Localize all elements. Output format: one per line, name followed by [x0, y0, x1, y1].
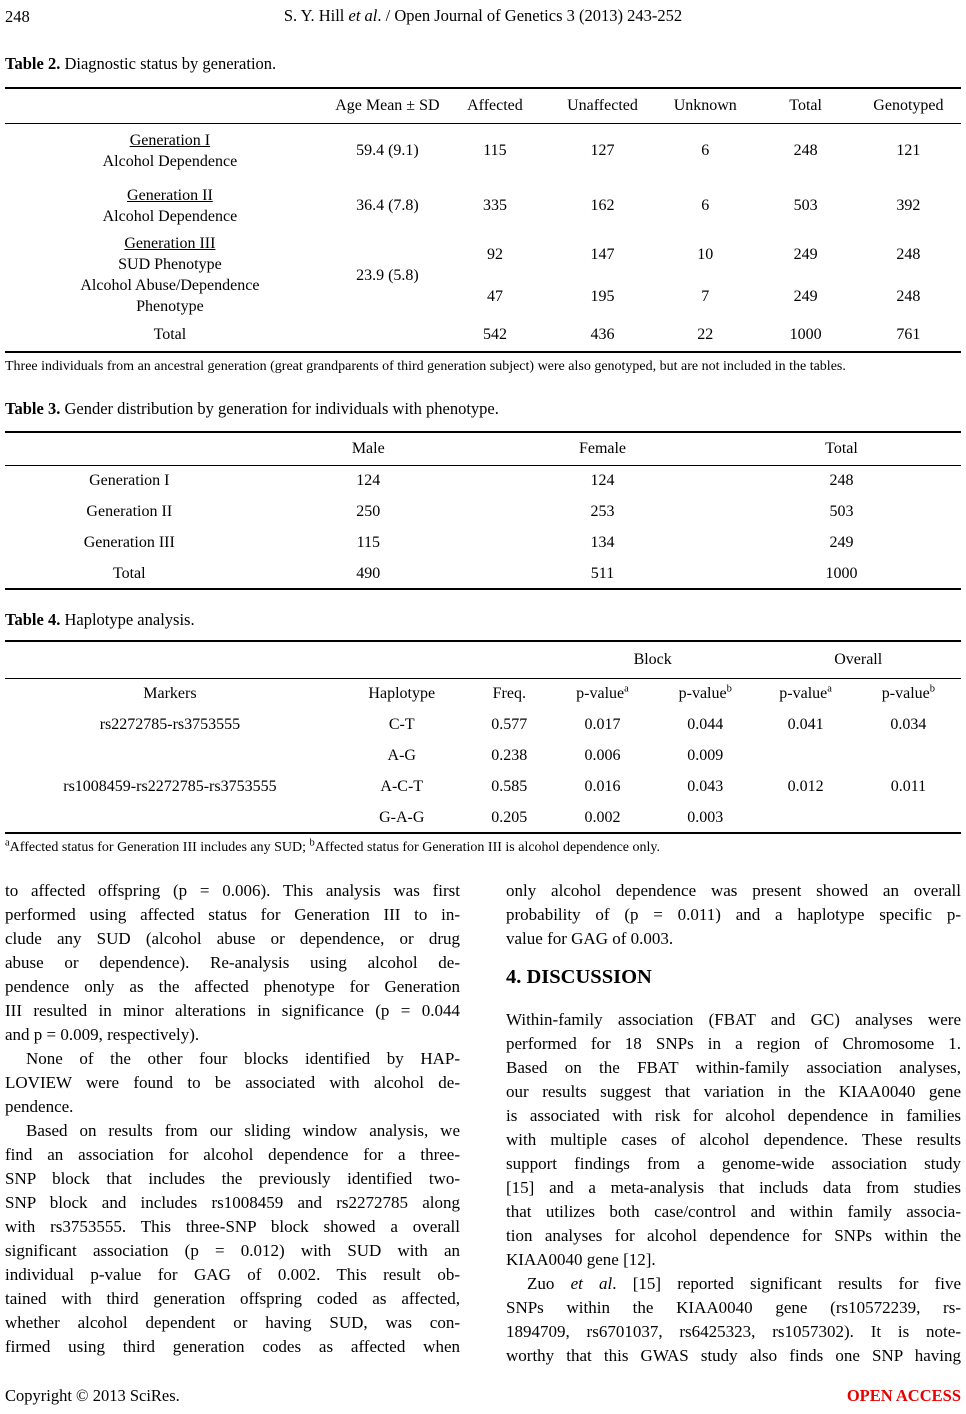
text-line: None of the other four blocks identified by HAP-: [26, 1049, 460, 1068]
table4: [5, 640, 961, 834]
group-header: [335, 641, 469, 678]
running-title-suffix: . / Open Journal of Genetics 3 (2013) 243-252: [377, 6, 683, 25]
text-line: individual p-value for GAG of 0.002. This result ob-: [5, 1265, 460, 1284]
table-cell: 503: [829, 503, 854, 520]
table-cell: 0.205: [491, 808, 528, 826]
column-header: Total: [825, 440, 858, 458]
table-cell: 115: [483, 142, 507, 160]
text-line: support findings from a genome-wide association study: [506, 1154, 961, 1173]
open-access-label: OPEN ACCESS: [846, 1386, 961, 1405]
table-cell: 124: [356, 472, 381, 490]
text-line: Based on the FBAT within-family association analyses,: [506, 1058, 961, 1077]
page-header: [5, 6, 961, 28]
table-cell: 1000: [825, 564, 858, 582]
column-header: Unknown: [673, 97, 737, 115]
table4-caption-label: Table 4.: [5, 610, 61, 629]
phenotype-label: Alcohol Abuse/Dependence: [80, 277, 260, 294]
row-label: [5, 233, 335, 317]
table-cell: 124: [590, 472, 615, 490]
column-header: Freq.: [492, 685, 526, 703]
running-title-etal: et al: [348, 6, 378, 25]
table-cell: [335, 317, 440, 352]
table-row: [5, 178, 961, 233]
text-line: to affected offspring (p = 0.006). This analysis was first: [5, 881, 460, 900]
table-cell: 23.9 (5.8): [356, 266, 419, 284]
text-line: value for GAG of 0.003.: [506, 929, 674, 948]
table-cell: 0.577: [491, 716, 528, 733]
table-cell: C-T: [388, 716, 415, 733]
table3-caption: [5, 399, 961, 419]
table-cell: G-A-G: [379, 808, 425, 826]
group-header: [5, 641, 335, 678]
table-cell: 253: [590, 503, 615, 520]
superscript-a: a: [5, 837, 10, 849]
body-text: [5, 879, 961, 1368]
text-line: with rs3753555. This three-SNP block showed a overall: [5, 1217, 460, 1236]
running-title-text: S. Y. Hill: [283, 6, 349, 25]
footnote-b-text: Affected status for Generation III is alcohol dependence only.: [314, 840, 660, 855]
table-cell: 92: [486, 245, 503, 263]
table-cell: A-C-T: [380, 778, 424, 795]
table-cell: 47: [486, 287, 503, 305]
text-line: our results suggest that variation in the KIAA0040 gene: [506, 1082, 961, 1101]
table-cell: 249: [793, 287, 818, 305]
row-label: [5, 740, 335, 771]
column-header: p-value$^a$: [779, 683, 832, 703]
column-header: Male: [351, 440, 385, 458]
column-header: p-value$^b$: [678, 683, 732, 703]
text-line: pendence.: [5, 1097, 74, 1116]
text-line: KIAA0040 gene [12].: [506, 1250, 656, 1269]
paragraph: [506, 879, 961, 951]
table2: [5, 87, 961, 353]
text-line: that utilizes both case/control and within family associa-: [506, 1202, 961, 1221]
generation-label: Generation I: [129, 131, 211, 149]
column-header: [5, 432, 254, 465]
table2-header-row: [5, 88, 961, 123]
column-header: Total: [789, 97, 822, 115]
table-cell: 0.012: [787, 778, 824, 795]
text-line: whether alcohol dependent or having SUD, was con-: [5, 1313, 460, 1332]
row-label: [5, 123, 335, 178]
phenotype-label: SUD Phenotype: [118, 256, 222, 273]
row-label: [5, 178, 335, 233]
table-cell: 503: [793, 197, 818, 214]
etal-italic: et al: [570, 1274, 613, 1293]
citation-text: Zuo: [527, 1274, 571, 1293]
table-cell: 36.4 (7.8): [356, 197, 419, 214]
table2-caption-text: Diagnostic status by generation.: [60, 54, 277, 73]
table2-caption-label: Table 2.: [5, 54, 61, 73]
text-line: performed for 18 SNPs in a region of Chromosome 1.: [506, 1034, 961, 1053]
table-cell: 127: [590, 142, 615, 160]
body-left-column: [5, 879, 460, 1368]
table-row: [5, 233, 961, 275]
table-row: [5, 527, 961, 558]
text-line: [506, 1272, 961, 1296]
table-cell: 0.009: [687, 747, 724, 764]
table-row: [5, 317, 961, 352]
column-header: Affected: [467, 97, 523, 115]
table-cell: 392: [896, 197, 921, 214]
phenotype-label: Alcohol Dependence: [102, 152, 238, 170]
row-label: Generation II: [86, 503, 173, 520]
row-label: Total: [153, 325, 187, 343]
body-right-column: [506, 879, 961, 1368]
table-cell: 249: [793, 245, 818, 263]
table-cell: 0.585: [491, 778, 528, 795]
table-row: [5, 771, 961, 802]
column-header: Genotyped: [873, 97, 944, 115]
text-line: and p = 0.009, respectively).: [5, 1025, 200, 1044]
table3-caption-label: Table 3.: [5, 399, 61, 418]
superscript-b: b: [929, 683, 936, 695]
table-cell: [755, 802, 855, 833]
text-line: pendence only as the affected phenotype for Generation: [5, 977, 460, 996]
phenotype-label: Alcohol Dependence: [102, 207, 238, 225]
table-cell: 249: [829, 534, 854, 551]
text-line: 1894709, rs6701037, rs6425323, rs1057302). It is note-: [506, 1322, 961, 1341]
table-cell: A-G: [387, 747, 416, 764]
footnote-a-text: Affected status for Generation III includes any SUD;: [9, 840, 310, 855]
table-cell: 162: [590, 197, 615, 214]
paragraph: [506, 1008, 961, 1272]
row-label: [5, 802, 335, 833]
table-cell: 6: [701, 197, 710, 214]
table-cell: 761: [896, 325, 921, 343]
column-header: Age Mean ± SD: [335, 97, 440, 115]
paragraph: [506, 1272, 961, 1368]
generation-label: Generation III: [124, 235, 216, 252]
copyright-text: Copyright © 2013 SciRes.: [5, 1386, 180, 1405]
table-cell: 0.043: [687, 778, 724, 795]
column-header: Markers: [143, 685, 197, 703]
page-footer: [5, 1386, 961, 1406]
table-row: [5, 558, 961, 589]
superscript-b: b: [726, 683, 732, 695]
text-line: tained with third generation offspring coded as affected,: [5, 1289, 460, 1308]
column-header: Female: [578, 440, 627, 458]
table-cell: 0.034: [890, 716, 927, 733]
table-row: [5, 740, 961, 771]
table4-caption: [5, 610, 961, 630]
table-cell: 22: [697, 325, 714, 343]
table-cell: 490: [356, 564, 381, 582]
table-cell: 0.002: [584, 808, 621, 826]
phenotype-label: Phenotype: [136, 298, 204, 315]
text-line: worthy that this GWAS study also finds one SNP having: [506, 1346, 961, 1365]
table-cell: [755, 740, 855, 771]
superscript-a: a: [624, 683, 629, 695]
column-header: Unaffected: [567, 97, 638, 115]
row-label: Total: [112, 564, 146, 582]
table-cell: 0.044: [687, 716, 724, 733]
table-cell: 0.041: [787, 716, 824, 733]
column-header: [5, 88, 335, 123]
column-header: p-value$^a$: [576, 683, 629, 703]
table-cell: 134: [590, 534, 615, 551]
table-cell: 0.011: [890, 778, 927, 795]
text-line: significant association (p = 0.012) with SUD with an: [5, 1241, 460, 1260]
text-line: clude any SUD (alcohol abuse or dependence, or drug: [5, 929, 460, 948]
row-label: rs2272785-rs3753555: [99, 716, 241, 733]
table-cell: 7: [701, 287, 710, 305]
table-cell: 335: [482, 197, 507, 214]
table-cell: 250: [356, 503, 381, 520]
paragraph: [5, 879, 460, 1047]
table-cell: 147: [590, 245, 615, 263]
row-label: Generation I: [89, 472, 170, 490]
paragraph: [5, 1047, 460, 1119]
column-header: Haplotype: [368, 685, 436, 703]
running-title: [5, 6, 961, 26]
table2-footnote: Three individuals from an ancestral generation (great grandparents of third generation subject) were also genotyped, but are not included in the tables.: [5, 359, 846, 374]
paragraph: [5, 1119, 460, 1359]
text-line: SNPs within the KIAA0040 gene (rs10572239, rs-: [506, 1298, 961, 1317]
text-line: with multiple cases of alcohol dependence. These results: [506, 1130, 961, 1149]
table-cell: 248: [829, 472, 854, 490]
table3-caption-text: Gender distribution by generation for individuals with phenotype.: [60, 399, 499, 418]
table-cell: 0.016: [584, 778, 621, 795]
citation-text: . [15] reported significant results for five: [612, 1274, 961, 1293]
text-line: tion analyses for alcohol dependence for SNPs within the: [506, 1226, 961, 1245]
page-number: 248: [5, 7, 30, 26]
table3: [5, 431, 961, 590]
table-cell: 0.006: [584, 747, 621, 764]
group-header-block: Block: [633, 651, 672, 669]
table-cell: 436: [590, 325, 615, 343]
row-label: rs1008459-rs2272785-rs3753555: [63, 778, 277, 795]
text-line: probability of (p = 0.011) and a haplotype specific p-: [506, 905, 961, 924]
table-cell: 248: [793, 142, 818, 160]
table-cell: 6: [701, 142, 710, 160]
table4-footnote: [5, 839, 961, 857]
table-row: [5, 465, 961, 496]
table-cell: 10: [697, 245, 714, 263]
table3-header-row: [5, 432, 961, 465]
text-line: SNP block and includes rs1008459 and rs2272785 along: [5, 1193, 460, 1212]
table-cell: 59.4 (9.1): [356, 142, 419, 160]
table2-caption: [5, 54, 961, 74]
text-line: performed using affected status for Generation III to in-: [5, 905, 460, 924]
row-label: Generation III: [83, 534, 175, 551]
group-header-overall: Overall: [834, 651, 883, 669]
table-cell: [856, 802, 961, 833]
group-header: [469, 641, 550, 678]
text-line: firmed using third generation codes as affected when: [5, 1337, 460, 1356]
table-cell: 0.238: [491, 747, 528, 764]
table-row: [5, 709, 961, 740]
superscript-b: b: [309, 837, 315, 849]
table-cell: 542: [482, 325, 507, 343]
table-cell: 248: [896, 287, 921, 305]
text-line: SNP block that includes the previously identified two-: [5, 1169, 460, 1188]
table-cell: [856, 740, 961, 771]
text-line: Based on results from our sliding window analysis, we: [26, 1121, 460, 1140]
section-heading: 4. DISCUSSION: [506, 966, 652, 988]
text-line: abuse or dependence). Re-analysis using alcohol de-: [5, 953, 460, 972]
table-row: [5, 123, 961, 178]
generation-label: Generation II: [127, 186, 213, 204]
text-line: [15] and a meta-analysis that includs data from studies: [506, 1178, 961, 1197]
superscript-a: a: [827, 683, 832, 695]
table4-header-row: [5, 678, 961, 709]
text-line: find an association for alcohol dependence for a three-: [5, 1145, 460, 1164]
text-line: only alcohol dependence was present showed an overall: [506, 881, 961, 900]
table-cell: 0.017: [584, 716, 621, 733]
table-cell: 121: [896, 142, 921, 160]
text-line: Within-family association (FBAT and GC) analyses were: [506, 1010, 961, 1029]
text-line: III resulted in minor alterations in significance (p = 0.044: [5, 1001, 460, 1020]
column-header: p-value$^b$: [881, 683, 936, 703]
table-cell: 248: [896, 245, 921, 263]
table-cell: 1000: [789, 325, 822, 343]
text-line: LOVIEW were found to be associated with alcohol de-: [5, 1073, 460, 1092]
table-cell: 115: [356, 534, 380, 551]
text-line: is associated with risk for alcohol dependence in families: [506, 1106, 961, 1125]
table-cell: 511: [590, 564, 615, 582]
table4-caption-text: Haplotype analysis.: [60, 610, 195, 629]
table4-group-header-row: [5, 641, 961, 678]
table-cell: 195: [590, 287, 615, 305]
table-cell: 0.003: [687, 808, 724, 826]
table-row: [5, 496, 961, 527]
table-row: [5, 802, 961, 833]
